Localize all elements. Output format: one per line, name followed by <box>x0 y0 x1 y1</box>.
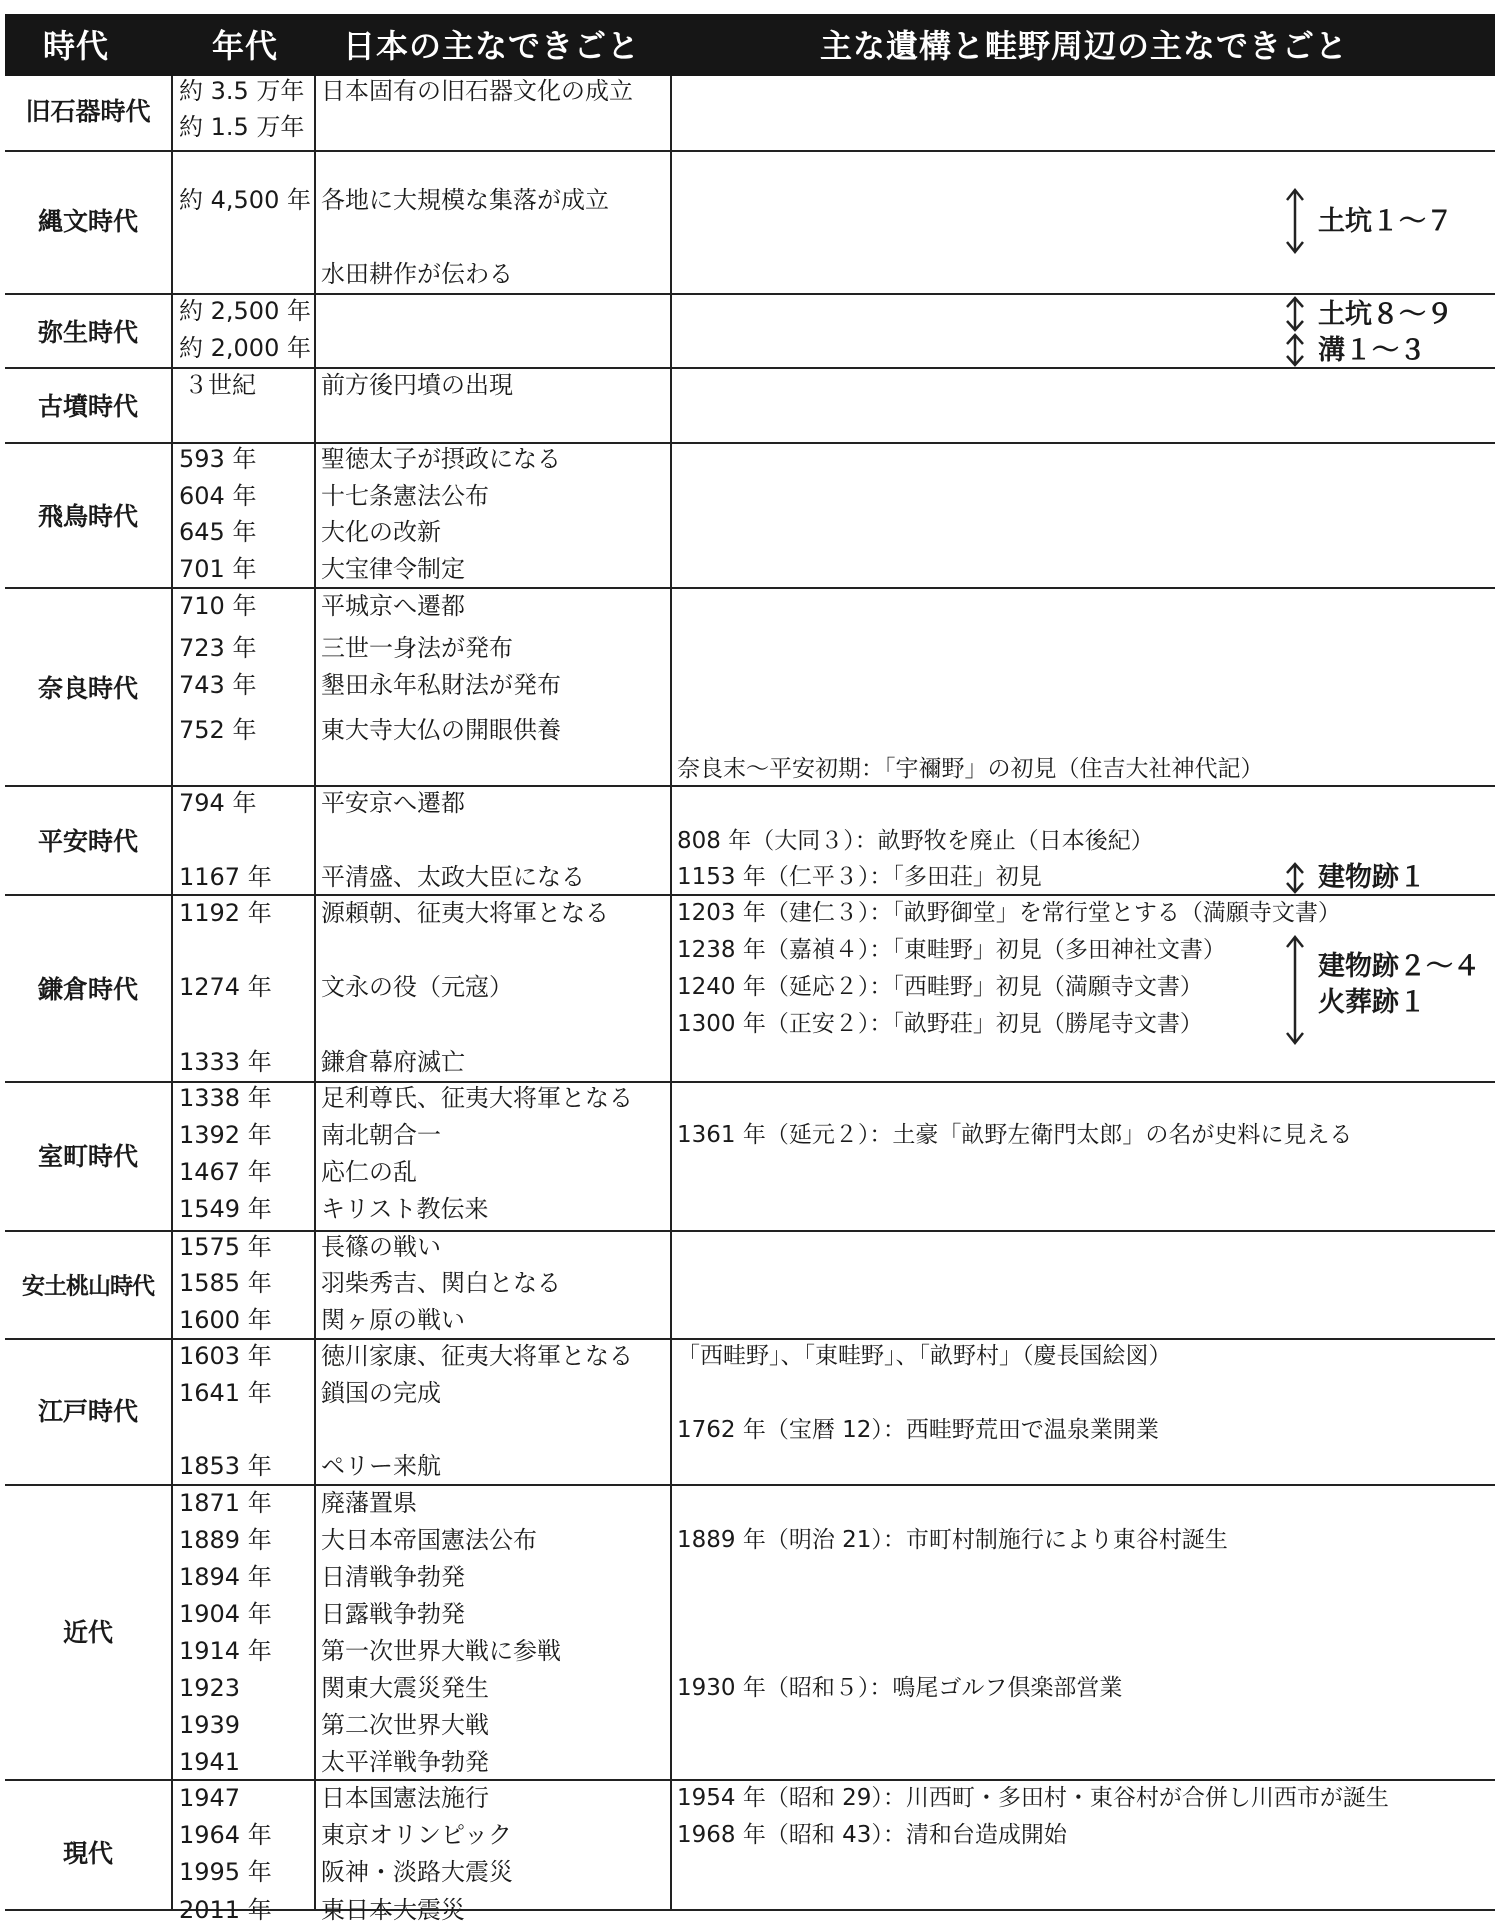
table-header <box>5 14 1495 76</box>
event-cell: 南北朝合一 <box>321 1121 441 1149</box>
event-cell: 平安京へ遷都 <box>321 789 465 817</box>
double-arrow-icon <box>1285 862 1305 894</box>
year-cell: 1904 年 <box>179 1600 272 1628</box>
remains-label-buildings-2-4: 建物跡２～４ <box>1318 951 1480 982</box>
era-modern: 近代 <box>62 1618 113 1647</box>
header-year: 年代 <box>212 27 279 65</box>
remains-label-pits-8-9: 土坑８～９ <box>1318 299 1453 330</box>
event-cell: 東日本大震災 <box>321 1896 465 1924</box>
event-cell: 文永の役（元寇） <box>321 973 513 1001</box>
row-divider <box>5 1338 1495 1340</box>
event-cell: 羽柴秀吉、関白となる <box>321 1269 561 1297</box>
year-cell: 1274 年 <box>179 973 272 1001</box>
era-heian: 平安時代 <box>37 827 138 856</box>
event-cell: 関ヶ原の戦い <box>321 1306 465 1334</box>
year-cell: 1964 年 <box>179 1821 272 1849</box>
local-event-cell: 1889 年（明治 21）：市町村制施行により東谷村誕生 <box>677 1527 1228 1553</box>
year-cell: 1853 年 <box>179 1452 272 1480</box>
event-cell: 東大寺大仏の開眼供養 <box>321 716 561 744</box>
double-arrow-icon <box>1285 333 1305 367</box>
remains-label-cremation-1: 火葬跡１ <box>1318 987 1426 1018</box>
year-cell: 1167 年 <box>179 863 272 891</box>
year-cell: 1871 年 <box>179 1489 272 1517</box>
local-event-cell: 1238 年（嘉禎４）：「東畦野」初見（多田神社文書） <box>677 937 1226 963</box>
year-cell: 1467 年 <box>179 1158 272 1186</box>
local-event-cell: 1954 年（昭和 29）：川西町・多田村・東谷村が合併し川西市が誕生 <box>677 1785 1389 1811</box>
era-kamakura: 鎌倉時代 <box>37 975 138 1004</box>
year-cell: 約 4,500 年 <box>179 186 311 214</box>
year-cell: 645 年 <box>179 518 257 546</box>
year-cell: 1995 年 <box>179 1858 272 1886</box>
year-cell: 1894 年 <box>179 1563 272 1591</box>
year-cell: 1192 年 <box>179 899 272 927</box>
column-divider-events <box>670 76 672 1910</box>
row-divider <box>5 587 1495 589</box>
event-cell: 日清戦争勃発 <box>321 1563 465 1591</box>
remains-label-building-1: 建物跡１ <box>1318 862 1426 893</box>
era-asuka: 飛鳥時代 <box>37 502 138 531</box>
local-event-cell: 1762 年（宝暦 12）：西畦野荒田で温泉業開業 <box>677 1417 1159 1443</box>
era-kofun: 古墳時代 <box>37 392 138 421</box>
event-cell: 大日本帝国憲法公布 <box>321 1526 537 1554</box>
year-cell: 1549 年 <box>179 1195 272 1223</box>
year-cell: 約 1.5 万年 <box>179 113 305 141</box>
double-arrow-icon <box>1285 935 1305 1045</box>
local-event-cell: 1240 年（延応２）：「西畦野」初見（満願寺文書） <box>677 974 1203 1000</box>
year-cell: 743 年 <box>179 671 257 699</box>
event-cell: 日露戦争勃発 <box>321 1600 465 1628</box>
year-cell: 1941 <box>179 1748 241 1776</box>
event-cell: 長篠の戦い <box>321 1233 441 1261</box>
double-arrow-icon <box>1285 296 1305 332</box>
local-event-cell: 1968 年（昭和 43）：清和台造成開始 <box>677 1822 1067 1848</box>
event-cell: 大宝律令制定 <box>321 555 465 583</box>
event-cell: 第一次世界大戦に参戦 <box>321 1637 561 1665</box>
era-paleolithic: 旧石器時代 <box>25 97 151 126</box>
year-cell: 1585 年 <box>179 1269 272 1297</box>
event-cell: 源頼朝、征夷大将軍となる <box>321 899 609 927</box>
event-cell: 日本固有の旧石器文化の成立 <box>321 77 633 105</box>
local-event-cell: 1930 年（昭和５）：鳴尾ゴルフ倶楽部営業 <box>677 1675 1123 1701</box>
event-cell: 三世一身法が発布 <box>321 634 513 662</box>
header-era: 時代 <box>43 27 110 65</box>
local-event-cell: 「西畦野」、「東畦野」、「畝野村」（慶長国絵図） <box>677 1343 1172 1369</box>
local-event-cell: 1300 年（正安２）：「畝野荘」初見（勝尾寺文書） <box>677 1011 1203 1037</box>
event-cell: 前方後円墳の出現 <box>321 371 513 399</box>
year-cell: 1923 <box>179 1674 241 1702</box>
year-cell: ３世紀 <box>184 371 256 399</box>
row-divider <box>5 894 1495 896</box>
row-divider <box>5 1779 1495 1781</box>
row-divider <box>5 785 1495 787</box>
year-cell: 1914 年 <box>179 1637 272 1665</box>
event-cell: ペリー来航 <box>321 1452 441 1480</box>
local-event-cell: 1203 年（建仁３）：「畝野御堂」を常行堂とする（満願寺文書） <box>677 900 1341 926</box>
event-cell: 十七条憲法公布 <box>321 482 489 510</box>
year-cell: 1939 <box>179 1711 241 1739</box>
event-cell: 第二次世界大戦 <box>321 1711 489 1739</box>
era-nara: 奈良時代 <box>37 674 138 703</box>
era-azuchi-momoyama: 安土桃山時代 <box>22 1272 154 1300</box>
row-divider <box>5 150 1495 152</box>
event-cell: 廃藩置県 <box>321 1489 417 1517</box>
local-event-cell: 1361 年（延元２）：土豪「畝野左衛門太郎」の名が史料に見える <box>677 1122 1353 1148</box>
era-edo: 江戸時代 <box>37 1397 138 1426</box>
column-divider-year <box>314 76 316 1910</box>
year-cell: 1575 年 <box>179 1233 272 1261</box>
year-cell: 701 年 <box>179 555 257 583</box>
row-divider <box>5 293 1495 295</box>
header-local-events: 主な遺構と畦野周辺の主なできごと <box>820 27 1349 65</box>
event-cell: 太平洋戦争勃発 <box>321 1748 489 1776</box>
event-cell: 徳川家康、征夷大将軍となる <box>321 1342 633 1370</box>
year-cell: 1338 年 <box>179 1084 272 1112</box>
event-cell: 各地に大規模な集落が成立 <box>321 186 609 214</box>
event-cell: 阪神・淡路大震災 <box>321 1858 513 1886</box>
remains-label-pits-1-7: 土坑１～７ <box>1318 206 1453 237</box>
era-contemporary: 現代 <box>62 1839 113 1868</box>
year-cell: 2011 年 <box>179 1896 272 1924</box>
event-cell: 足利尊氏、征夷大将軍となる <box>321 1084 633 1112</box>
double-arrow-icon <box>1285 188 1305 254</box>
row-divider <box>5 367 1495 369</box>
year-cell: 593 年 <box>179 445 257 473</box>
era-jomon: 縄文時代 <box>37 207 138 236</box>
event-cell: 応仁の乱 <box>321 1158 417 1186</box>
year-cell: 約 3.5 万年 <box>179 77 305 105</box>
year-cell: 604 年 <box>179 482 257 510</box>
year-cell: 1889 年 <box>179 1526 272 1554</box>
year-cell: 710 年 <box>179 592 257 620</box>
event-cell: 大化の改新 <box>321 518 441 546</box>
event-cell: 日本国憲法施行 <box>321 1784 489 1812</box>
year-cell: 1600 年 <box>179 1306 272 1334</box>
year-cell: 1333 年 <box>179 1048 272 1076</box>
year-cell: 1392 年 <box>179 1121 272 1149</box>
year-cell: 約 2,000 年 <box>179 334 311 362</box>
header-japan-events: 日本の主なできごと <box>343 27 641 65</box>
era-muromachi: 室町時代 <box>37 1142 138 1171</box>
era-yayoi: 弥生時代 <box>37 318 138 347</box>
year-cell: 1603 年 <box>179 1342 272 1370</box>
column-divider-era <box>171 76 173 1910</box>
local-event-cell: 808 年（大同３）：畝野牧を廃止（日本後紀） <box>677 828 1154 854</box>
event-cell: キリスト教伝来 <box>321 1195 489 1223</box>
year-cell: 約 2,500 年 <box>179 297 311 325</box>
year-cell: 723 年 <box>179 634 257 662</box>
local-event-cell: 1153 年（仁平３）：「多田荘」初見 <box>677 864 1042 890</box>
year-cell: 794 年 <box>179 789 257 817</box>
event-cell: 鎖国の完成 <box>321 1379 441 1407</box>
year-cell: 1947 <box>179 1784 241 1812</box>
row-divider <box>5 1484 1495 1486</box>
event-cell: 平清盛、太政大臣になる <box>321 863 585 891</box>
year-cell: 1641 年 <box>179 1379 272 1407</box>
local-event-cell: 奈良末～平安初期：「宇禰野」の初見（住吉大社神代記） <box>677 756 1264 782</box>
event-cell: 墾田永年私財法が発布 <box>321 671 561 699</box>
year-cell: 752 年 <box>179 716 257 744</box>
event-cell: 鎌倉幕府滅亡 <box>321 1048 465 1076</box>
event-cell: 水田耕作が伝わる <box>321 260 513 288</box>
event-cell: 平城京へ遷都 <box>321 592 465 620</box>
remains-label-ditches-1-3: 溝１～３ <box>1318 335 1426 366</box>
event-cell: 関東大震災発生 <box>321 1674 489 1702</box>
event-cell: 東京オリンピック <box>321 1821 513 1849</box>
event-cell: 聖徳太子が摂政になる <box>321 445 561 473</box>
